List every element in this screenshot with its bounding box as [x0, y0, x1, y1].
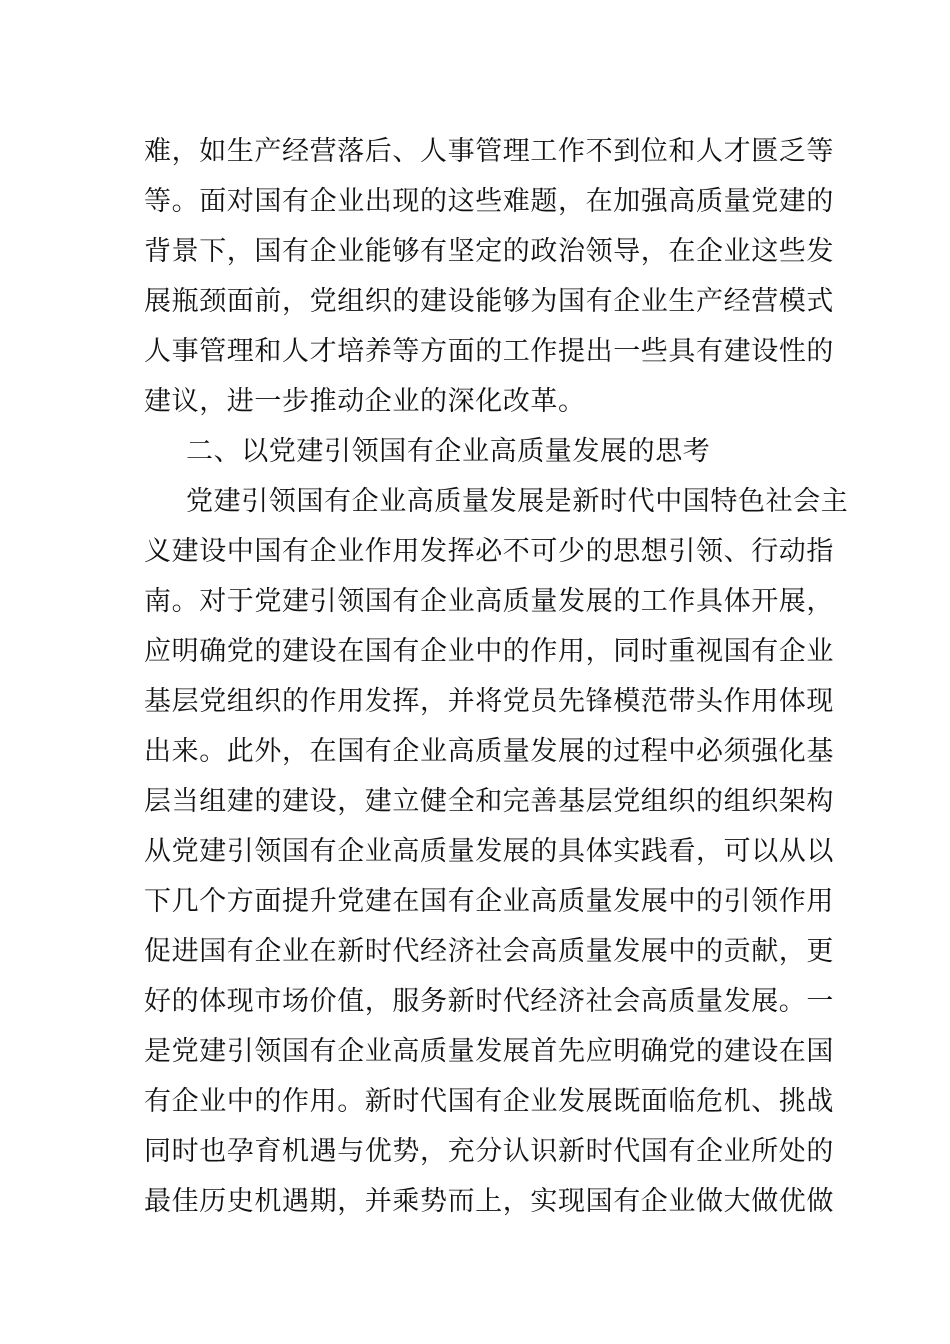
text-line: 义建设中国有企业作用发挥必不可少的思想引领、行动指: [144, 536, 834, 567]
text-line: 同时也孕育机遇与优势，充分认识新时代国有企业所处的: [144, 1136, 834, 1167]
text-line: 促进国有企业在新时代经济社会高质量发展中的贡献，更: [144, 936, 834, 967]
section-heading: 二、以党建引领国有企业高质量发展的思考: [186, 436, 711, 467]
text-line: 最佳历史机遇期，并乘势而上，实现国有企业做大做优做: [144, 1186, 834, 1217]
text-line: 出来。此外，在国有企业高质量发展的过程中必须强化基: [144, 736, 834, 767]
text-line: 好的体现市场价值，服务新时代经济社会高质量发展。一: [144, 986, 834, 1017]
text-line: 展瓶颈面前，党组织的建设能够为国有企业生产经营模式: [144, 286, 834, 317]
text-line: 背景下，国有企业能够有坚定的政治领导，在企业这些发: [144, 236, 834, 267]
text-line: 应明确党的建设在国有企业中的作用，同时重视国有企业: [144, 636, 834, 667]
text-line: 人事管理和人才培养等方面的工作提出一些具有建设性的: [144, 336, 834, 367]
text-line: 有企业中的作用。新时代国有企业发展既面临危机、挑战: [144, 1086, 834, 1117]
paragraph-first-line: 党建引领国有企业高质量发展是新时代中国特色社会主: [186, 486, 849, 517]
text-line: 是党建引领国有企业高质量发展首先应明确党的建设在国: [144, 1036, 834, 1067]
text-line: 难，如生产经营落后、人事管理工作不到位和人才匮乏等: [144, 136, 834, 167]
text-line: 下几个方面提升党建在国有企业高质量发展中的引领作用: [144, 886, 834, 917]
text-line: 基层党组织的作用发挥，并将党员先锋模范带头作用体现: [144, 686, 834, 717]
text-line: 建议，进一步推动企业的深化改革。: [144, 386, 586, 417]
text-line: 南。对于党建引领国有企业高质量发展的工作具体开展，: [144, 586, 834, 617]
text-line: 层当组建的建设，建立健全和完善基层党组织的组织架构: [144, 786, 834, 817]
text-line: 等。面对国有企业出现的这些难题，在加强高质量党建的: [144, 186, 834, 217]
text-line: 从党建引领国有企业高质量发展的具体实践看，可以从以: [144, 836, 834, 867]
